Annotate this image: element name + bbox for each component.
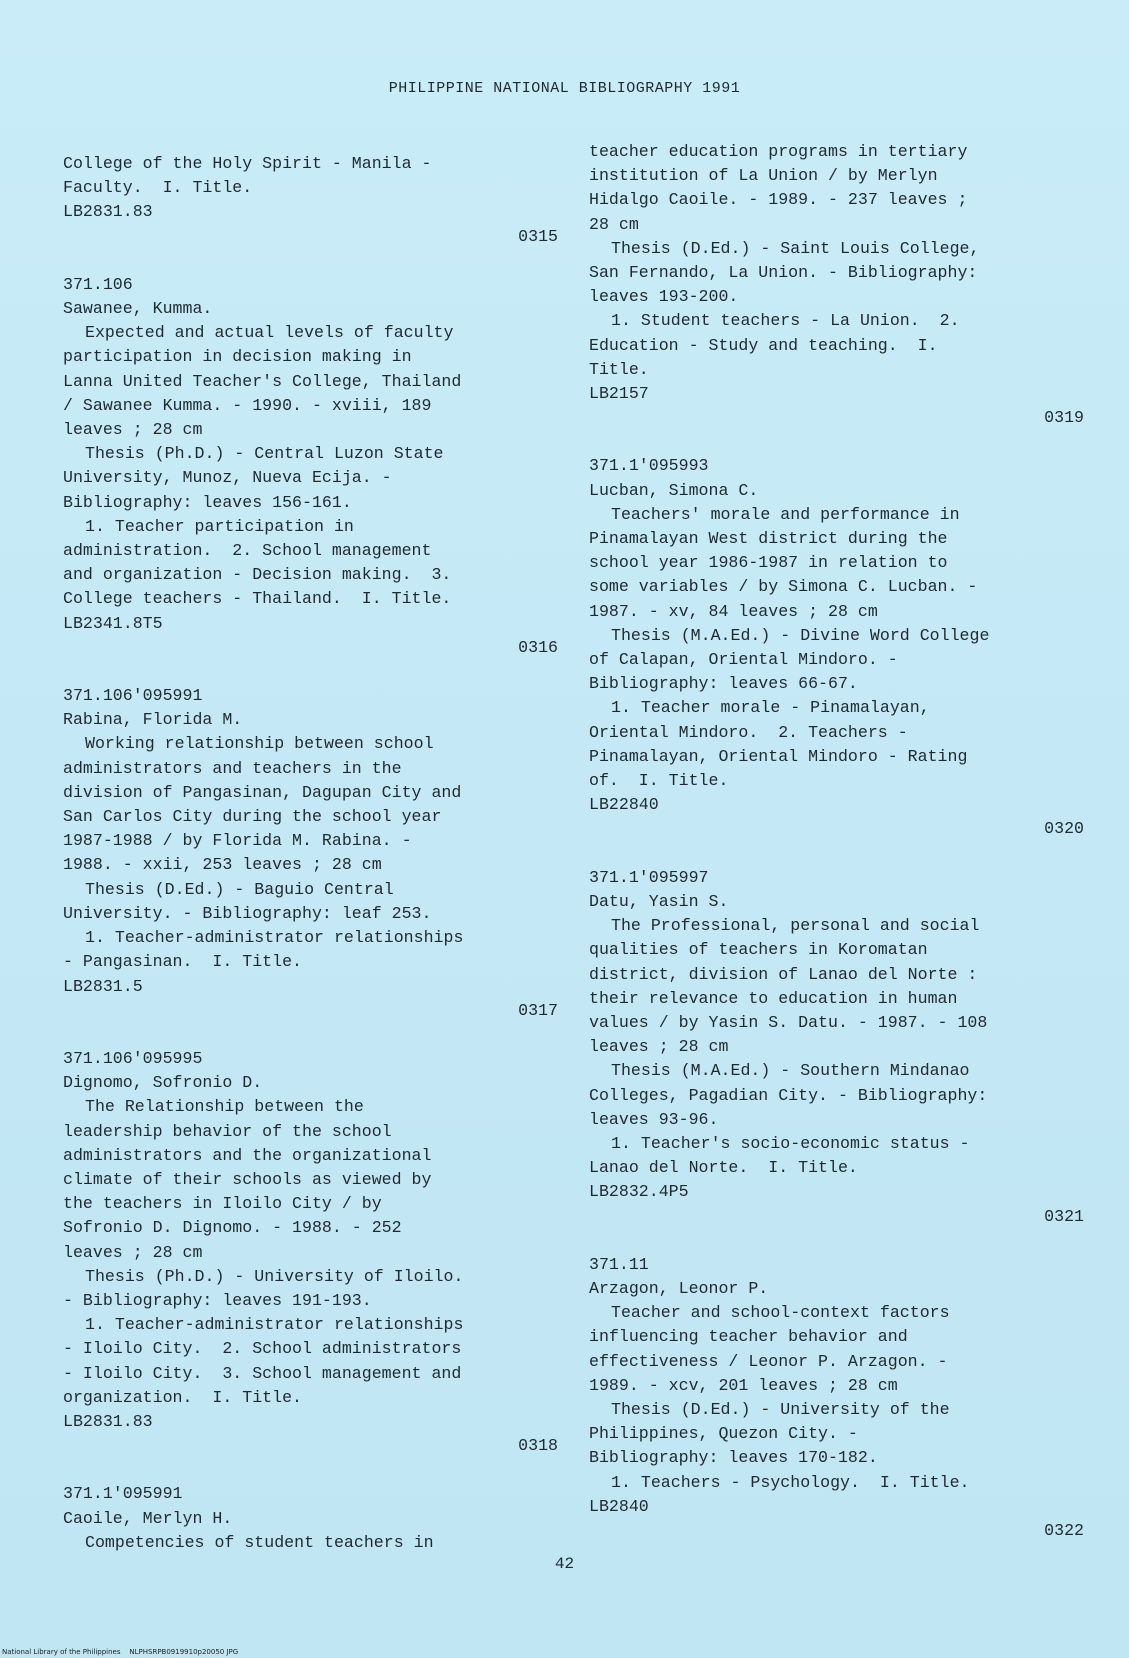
note-line: Thesis (D.Ed.) - University of the bbox=[611, 1399, 950, 1419]
subject-line: - Pangasinan. I. Title. bbox=[63, 952, 302, 972]
note-line: Thesis (Ph.D.) - University of Iloilo. bbox=[85, 1266, 464, 1286]
note-line: Thesis (D.Ed.) - Baguio Central bbox=[85, 879, 394, 899]
entry-number: 0317 bbox=[518, 1000, 558, 1020]
title-line: district, division of Lanao del Norte : bbox=[589, 964, 978, 984]
title-line: Expected and actual levels of faculty bbox=[85, 323, 454, 343]
entry-number: 0320 bbox=[1044, 819, 1084, 839]
class-number: 371.1'095991 bbox=[63, 1484, 183, 1504]
class-number: 371.106 bbox=[63, 274, 133, 294]
title-line: The Relationship between the bbox=[85, 1097, 364, 1117]
title-line: values / by Yasin S. Datu. - 1987. - 108 bbox=[589, 1012, 988, 1032]
scan-footer: National Library of the Philippines NLPHSRPB0919910p20050 JPG bbox=[2, 1648, 239, 1656]
entry-number: 0315 bbox=[518, 226, 558, 246]
note-line: University. - Bibliography: leaf 253. bbox=[63, 903, 432, 923]
left-column bbox=[63, 152, 558, 1555]
note-line: leaves 193-200. bbox=[589, 287, 739, 307]
title-line: teacher education programs in tertiary bbox=[589, 142, 968, 161]
title-line: leaves ; 28 cm bbox=[589, 1037, 729, 1057]
subject-line: - Iloilo City. 3. School management and bbox=[63, 1363, 462, 1383]
call-number: LB2840 bbox=[589, 1496, 649, 1516]
title-line: Sofronio D. Dignomo. - 1988. - 252 bbox=[63, 1218, 402, 1238]
author: Sawanee, Kumma. bbox=[63, 299, 213, 319]
bib-entry-0319-start bbox=[63, 1482, 558, 1555]
note-line: University, Munoz, Nueva Ecija. - bbox=[63, 468, 392, 488]
class-number: 371.11 bbox=[589, 1254, 649, 1274]
class-number: 371.1'095993 bbox=[589, 456, 709, 476]
note-line: Bibliography: leaves 170-182. bbox=[589, 1448, 878, 1468]
call-number: LB2831.83 bbox=[63, 202, 153, 222]
subject-line: College teachers - Thailand. I. Title. bbox=[63, 589, 452, 609]
note-line: Philippines, Quezon City. - bbox=[589, 1424, 858, 1444]
subject-line: Education - Study and teaching. I. bbox=[589, 335, 938, 355]
title-line: institution of La Union / by Merlyn bbox=[589, 166, 938, 186]
title-line: school year 1986-1987 in relation to bbox=[589, 553, 948, 573]
note-line: Thesis (M.A.Ed.) - Divine Word College bbox=[611, 625, 990, 645]
title-line: Lanna United Teacher's College, Thailand bbox=[63, 371, 462, 391]
title-line: climate of their schools as viewed by bbox=[63, 1169, 432, 1189]
title-line: leadership behavior of the school bbox=[63, 1121, 392, 1141]
call-number: LB2157 bbox=[589, 384, 649, 404]
title-line: their relevance to education in human bbox=[589, 988, 958, 1008]
call-number: LB2832.4P5 bbox=[589, 1182, 689, 1202]
subject-line: 1. Teachers - Psychology. I. Title. bbox=[611, 1472, 970, 1492]
title-line: Pinamalayan West district during the bbox=[589, 529, 948, 549]
note-line: Colleges, Pagadian City. - Bibliography: bbox=[589, 1085, 988, 1105]
note-line: Thesis (D.Ed.) - Saint Louis College, bbox=[611, 238, 980, 258]
note-line: Bibliography: leaves 156-161. bbox=[63, 492, 352, 512]
author: Caoile, Merlyn H. bbox=[63, 1508, 233, 1528]
title-line: some variables / by Simona C. Lucban. - bbox=[589, 577, 978, 597]
author: Lucban, Simona C. bbox=[589, 480, 759, 500]
subject-line: Title. bbox=[589, 359, 649, 379]
subject-line: Oriental Mindoro. 2. Teachers - bbox=[589, 722, 908, 742]
author: Arzagon, Leonor P. bbox=[589, 1278, 769, 1298]
title-line: Teacher and school-context factors bbox=[611, 1303, 950, 1323]
author: Rabina, Florida M. bbox=[63, 710, 243, 730]
bib-entry-0319 bbox=[589, 140, 1084, 430]
subject-line: organization. I. Title. bbox=[63, 1387, 302, 1407]
title-line: San Carlos City during the school year bbox=[63, 807, 442, 827]
title-line: Working relationship between school bbox=[85, 734, 434, 754]
subject-line: - Iloilo City. 2. School administrators bbox=[63, 1339, 462, 1359]
title-line: / Sawanee Kumma. - 1990. - xviii, 189 bbox=[63, 395, 432, 415]
author: Dignomo, Sofronio D. bbox=[63, 1073, 263, 1093]
bib-entry-0317 bbox=[63, 684, 558, 1023]
title-line: leaves ; 28 cm bbox=[63, 1242, 203, 1262]
title-line: Competencies of student teachers in bbox=[85, 1532, 434, 1552]
title-line: division of Pangasinan, Dagupan City and bbox=[63, 782, 462, 802]
subject-line: 1. Teacher-administrator relationships bbox=[85, 1315, 464, 1335]
note-line: leaves 93-96. bbox=[589, 1109, 719, 1129]
subject-line: 1. Teacher morale - Pinamalayan, bbox=[611, 698, 930, 718]
title-line: 1988. - xxii, 253 leaves ; 28 cm bbox=[63, 855, 382, 875]
subject-line: of. I. Title. bbox=[589, 771, 729, 791]
note-line: - Bibliography: leaves 191-193. bbox=[63, 1290, 372, 1310]
class-number: 371.1'095997 bbox=[589, 867, 709, 887]
entry-number: 0319 bbox=[1044, 408, 1084, 428]
call-number: LB2831.5 bbox=[63, 976, 143, 996]
title-line: influencing teacher behavior and bbox=[589, 1327, 908, 1347]
title-line: administrators and teachers in the bbox=[63, 758, 402, 778]
bib-entry-0322 bbox=[589, 1253, 1084, 1543]
running-head: PHILIPPINE NATIONAL BIBLIOGRAPHY 1991 bbox=[388, 80, 741, 97]
bib-entry-0316 bbox=[63, 273, 558, 660]
right-column bbox=[589, 140, 1084, 1543]
call-number: LB22840 bbox=[589, 795, 659, 815]
page-number: 42 bbox=[554, 1555, 575, 1573]
entry-number: 0321 bbox=[1044, 1206, 1084, 1226]
author: Datu, Yasin S. bbox=[589, 891, 729, 911]
subject-line: 1. Teacher's socio-economic status - bbox=[611, 1133, 970, 1153]
bib-entry-0318 bbox=[63, 1047, 558, 1458]
subject-line: 1. Teacher-administrator relationships bbox=[85, 928, 464, 948]
title-line: qualities of teachers in Koromatan bbox=[589, 940, 928, 960]
entry-number: 0322 bbox=[1044, 1520, 1084, 1540]
title-line: 28 cm bbox=[589, 214, 639, 234]
class-number: 371.106'095991 bbox=[63, 686, 203, 706]
entry-line: College of the Holy Spirit - Manila - bbox=[63, 154, 432, 173]
title-line: 1987-1988 / by Florida M. Rabina. - bbox=[63, 831, 412, 851]
note-line: Thesis (Ph.D.) - Central Luzon State bbox=[85, 444, 444, 464]
note-line: San Fernando, La Union. - Bibliography: bbox=[589, 263, 978, 283]
title-line: the teachers in Iloilo City / by bbox=[63, 1194, 382, 1214]
title-line: The Professional, personal and social bbox=[611, 916, 980, 936]
bib-entry-0321 bbox=[589, 866, 1084, 1229]
subject-line: Pinamalayan, Oriental Mindoro - Rating bbox=[589, 746, 968, 766]
note-line: Thesis (M.A.Ed.) - Southern Mindanao bbox=[611, 1061, 970, 1081]
note-line: of Calapan, Oriental Mindoro. - bbox=[589, 650, 898, 670]
title-line: Teachers' morale and performance in bbox=[611, 504, 960, 524]
title-line: Hidalgo Caoile. - 1989. - 237 leaves ; bbox=[589, 190, 968, 210]
subject-line: and organization - Decision making. 3. bbox=[63, 565, 452, 585]
title-line: 1989. - xcv, 201 leaves ; 28 cm bbox=[589, 1375, 898, 1395]
call-number: LB2341.8T5 bbox=[63, 613, 163, 633]
title-line: 1987. - xv, 84 leaves ; 28 cm bbox=[589, 601, 878, 621]
note-line: Bibliography: leaves 66-67. bbox=[589, 674, 858, 694]
title-line: leaves ; 28 cm bbox=[63, 420, 203, 440]
bib-entry-0320 bbox=[589, 454, 1084, 841]
entry-number: 0316 bbox=[518, 637, 558, 657]
subject-line: administration. 2. School management bbox=[63, 541, 432, 561]
entry-line: Faculty. I. Title. bbox=[63, 178, 253, 198]
subject-line: 1. Teacher participation in bbox=[85, 516, 354, 536]
subject-line: Lanao del Norte. I. Title. bbox=[589, 1158, 858, 1178]
title-line: administrators and the organizational bbox=[63, 1145, 432, 1165]
title-line: effectiveness / Leonor P. Arzagon. - bbox=[589, 1351, 948, 1371]
title-line: participation in decision making in bbox=[63, 347, 412, 367]
call-number: LB2831.83 bbox=[63, 1411, 153, 1431]
bib-entry-0315 bbox=[63, 152, 558, 249]
subject-line: 1. Student teachers - La Union. 2. bbox=[611, 311, 960, 331]
entry-number: 0318 bbox=[518, 1436, 558, 1456]
class-number: 371.106'095995 bbox=[63, 1048, 203, 1068]
